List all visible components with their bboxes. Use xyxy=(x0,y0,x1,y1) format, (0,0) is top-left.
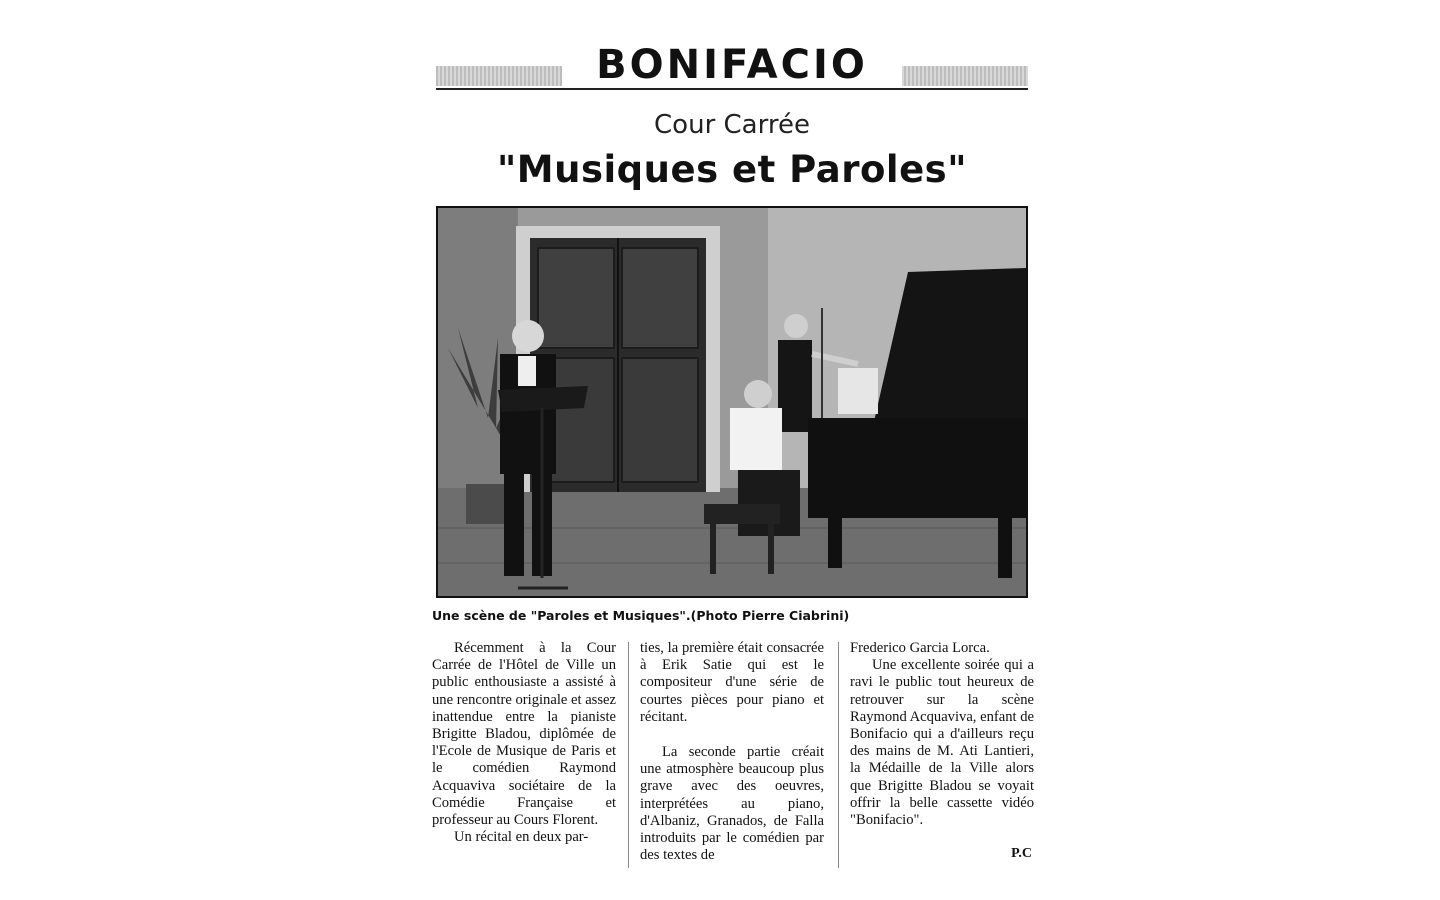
paragraph: Récemment à la Cour Carrée de l'Hôtel de Ville un public enthousiaste a assisté à une rencontre originale et assez inattendue entre la pianiste Brigitte Bladou, diplômée de l'Ecole de Musique de Paris et le comédien Raymond Acquaviva sociétaire de la Comédie Française et professeur au Cours Florent. xyxy=(432,640,616,829)
masthead-title: BONIFACIO xyxy=(562,42,902,88)
paragraph: Un récital en deux par- xyxy=(454,829,589,846)
article-kicker: Cour Carrée xyxy=(654,110,810,140)
paragraph: La seconde partie créait une atmosphère beaucoup plus grave avec des oeuvres, interprétées au piano, d'Albaniz, Granados, de Falla introduits par le comédien par des textes de xyxy=(640,744,824,864)
article-headline: "Musiques et Paroles" xyxy=(497,148,967,191)
column-divider xyxy=(628,642,629,868)
article-column-2 xyxy=(640,640,824,864)
masthead xyxy=(436,42,1028,90)
paragraph: Une excellente soirée qui a ravi le public tout heureux de retrouver sur la scène Raymond Acquaviva, enfant de Bonifacio qui a d'ailleurs reçu des mains de M. Ati Lantieri, la Médaille de la Ville alors que Brigitte Bladou se voyait offrir la belle cassette vidéo "Bonifacio". xyxy=(850,657,1034,829)
article-column-1 xyxy=(432,640,616,846)
paragraph: ties, la première était consacrée à Erik Satie qui est le compositeur d'une série de courtes pièces pour piano et récitant. xyxy=(640,640,824,725)
column-divider xyxy=(838,642,839,868)
concert-scene-illustration xyxy=(438,208,1026,596)
newspaper-clipping xyxy=(432,30,1032,870)
paragraph: Frederico Garcia Lorca. xyxy=(850,640,990,656)
article-photo xyxy=(436,206,1028,598)
author-signature: P.C xyxy=(1011,846,1032,861)
photo-caption: Une scène de "Paroles et Musiques".(Photo Pierre Ciabrini) xyxy=(432,608,850,623)
article-column-3 xyxy=(850,640,1034,829)
masthead-rule xyxy=(436,88,1028,90)
